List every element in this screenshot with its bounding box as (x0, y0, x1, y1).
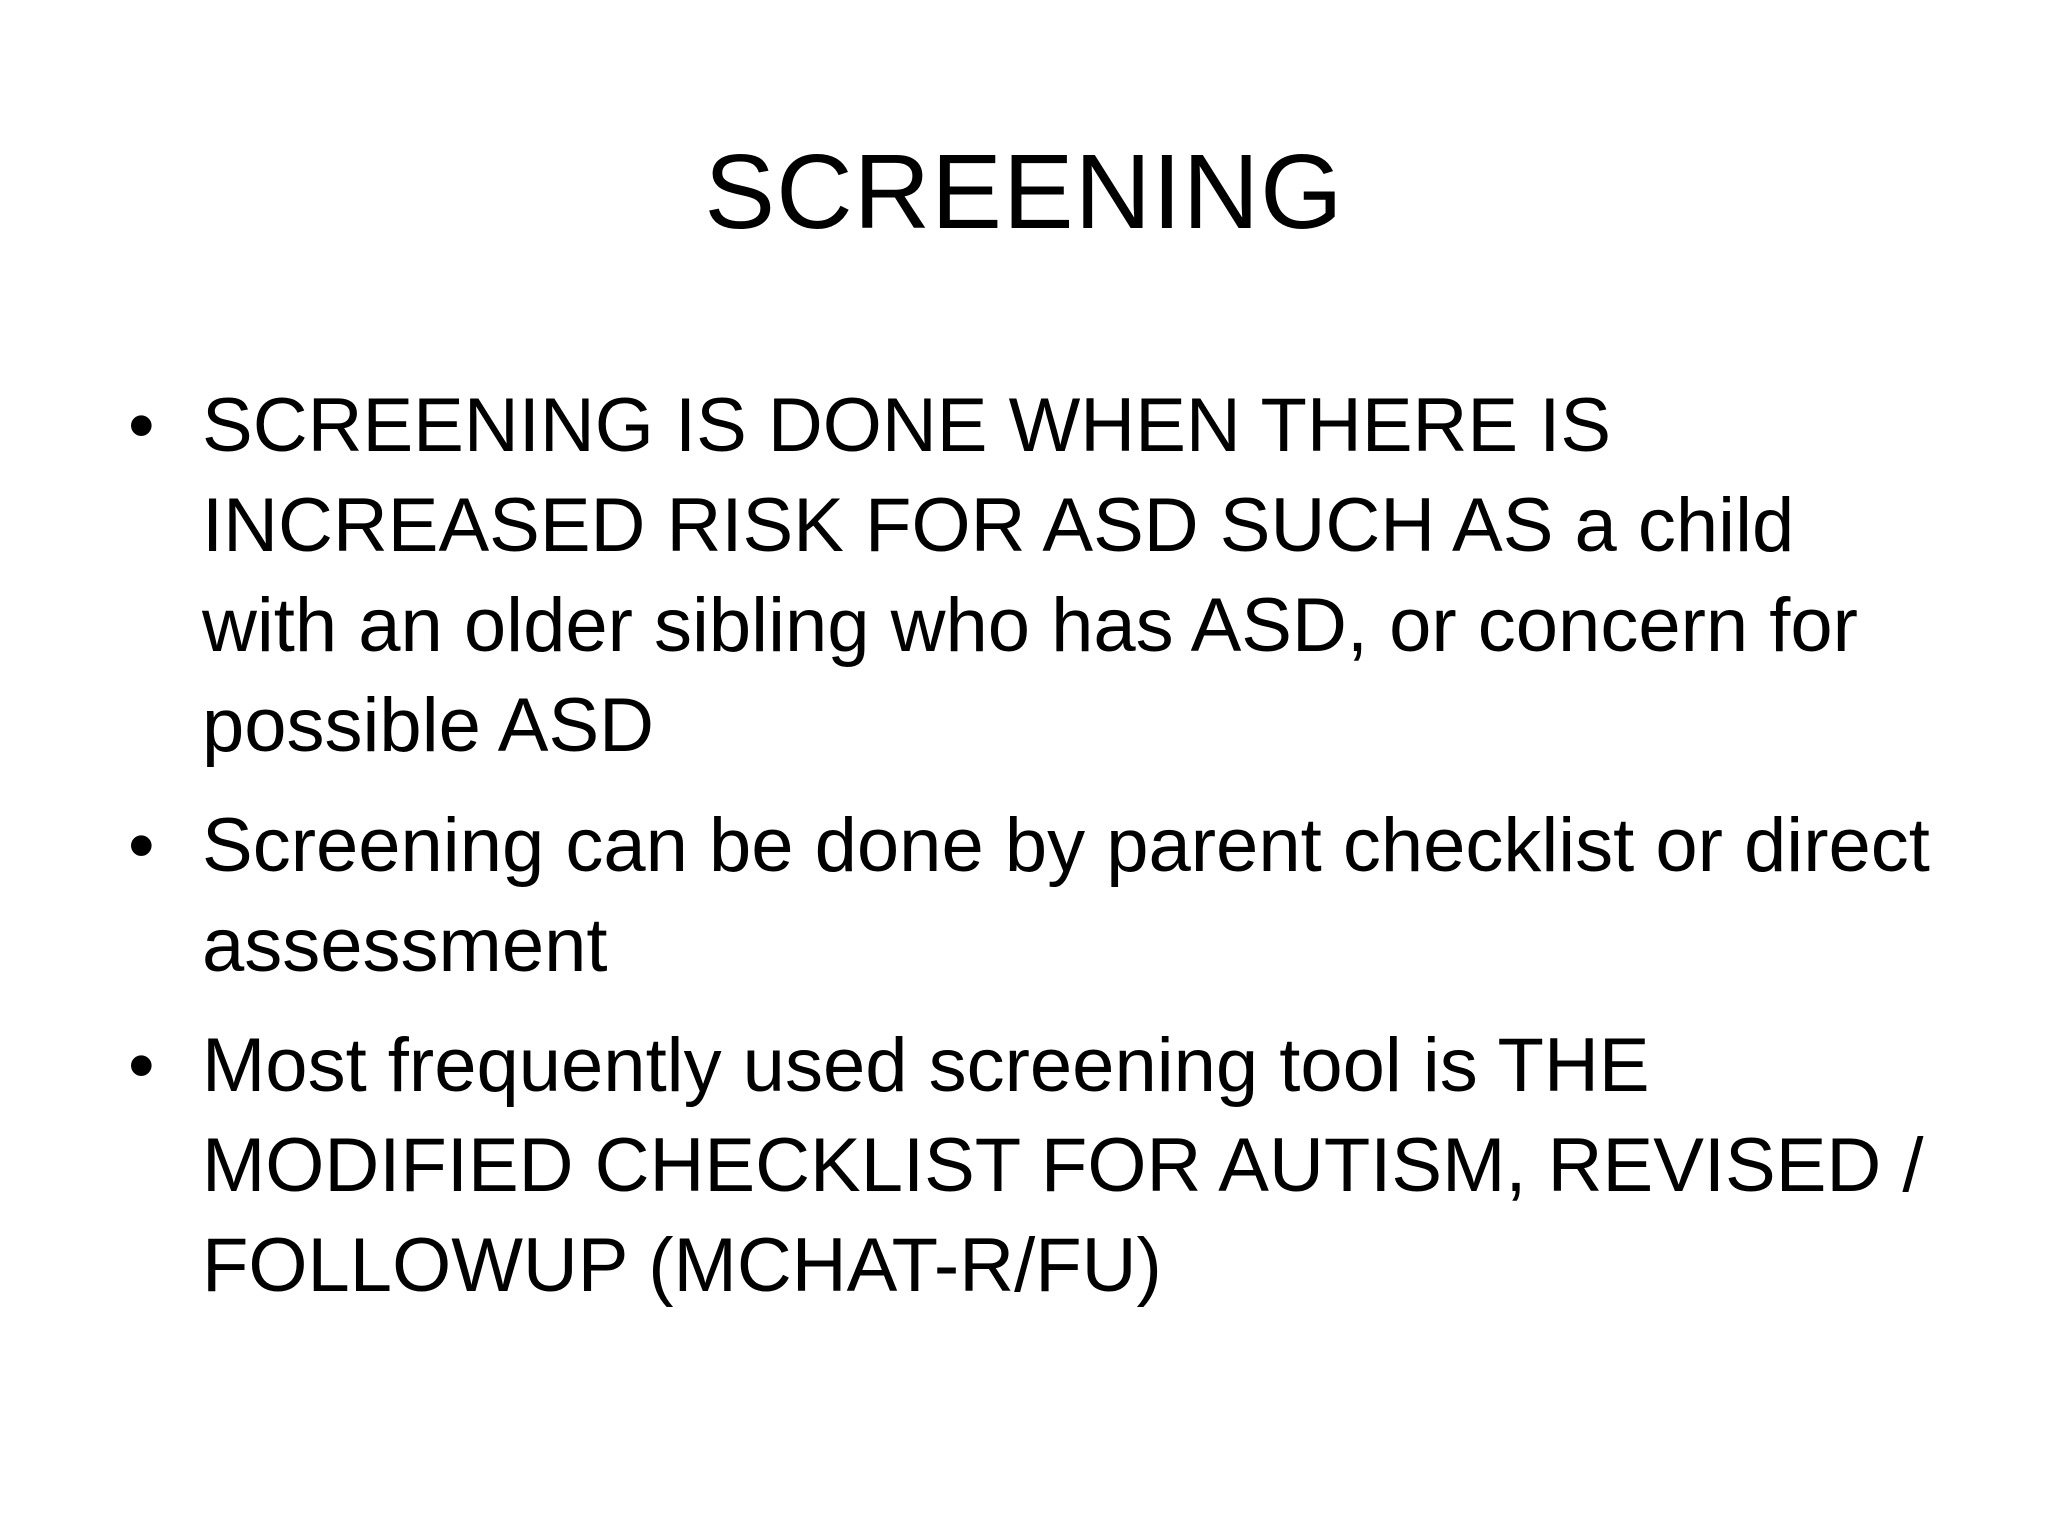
slide-title: SCREENING (704, 133, 1344, 251)
bullet-text: Screening can be done by parent checklist or direct assessment (202, 803, 1930, 988)
bullet-item (120, 376, 1950, 776)
bullet-list (120, 376, 1950, 1336)
bullet-icon: • (128, 803, 155, 888)
bullet-text: Most frequently used screening tool is THE MODIFIED CHECKLIST FOR AUTISM, REVISED / FOLLOWUP (MCHAT-R/FU) (202, 1023, 1924, 1308)
bullet-item (120, 1016, 1950, 1316)
bullet-text: SCREENING IS DONE WHEN THERE IS INCREASED RISK FOR ASD SUCH AS a child with an older sibling who has ASD, or concern for possible ASD (202, 383, 1858, 768)
bullet-icon: • (128, 383, 155, 468)
bullet-item (120, 796, 1950, 996)
bullet-icon: • (128, 1023, 155, 1108)
